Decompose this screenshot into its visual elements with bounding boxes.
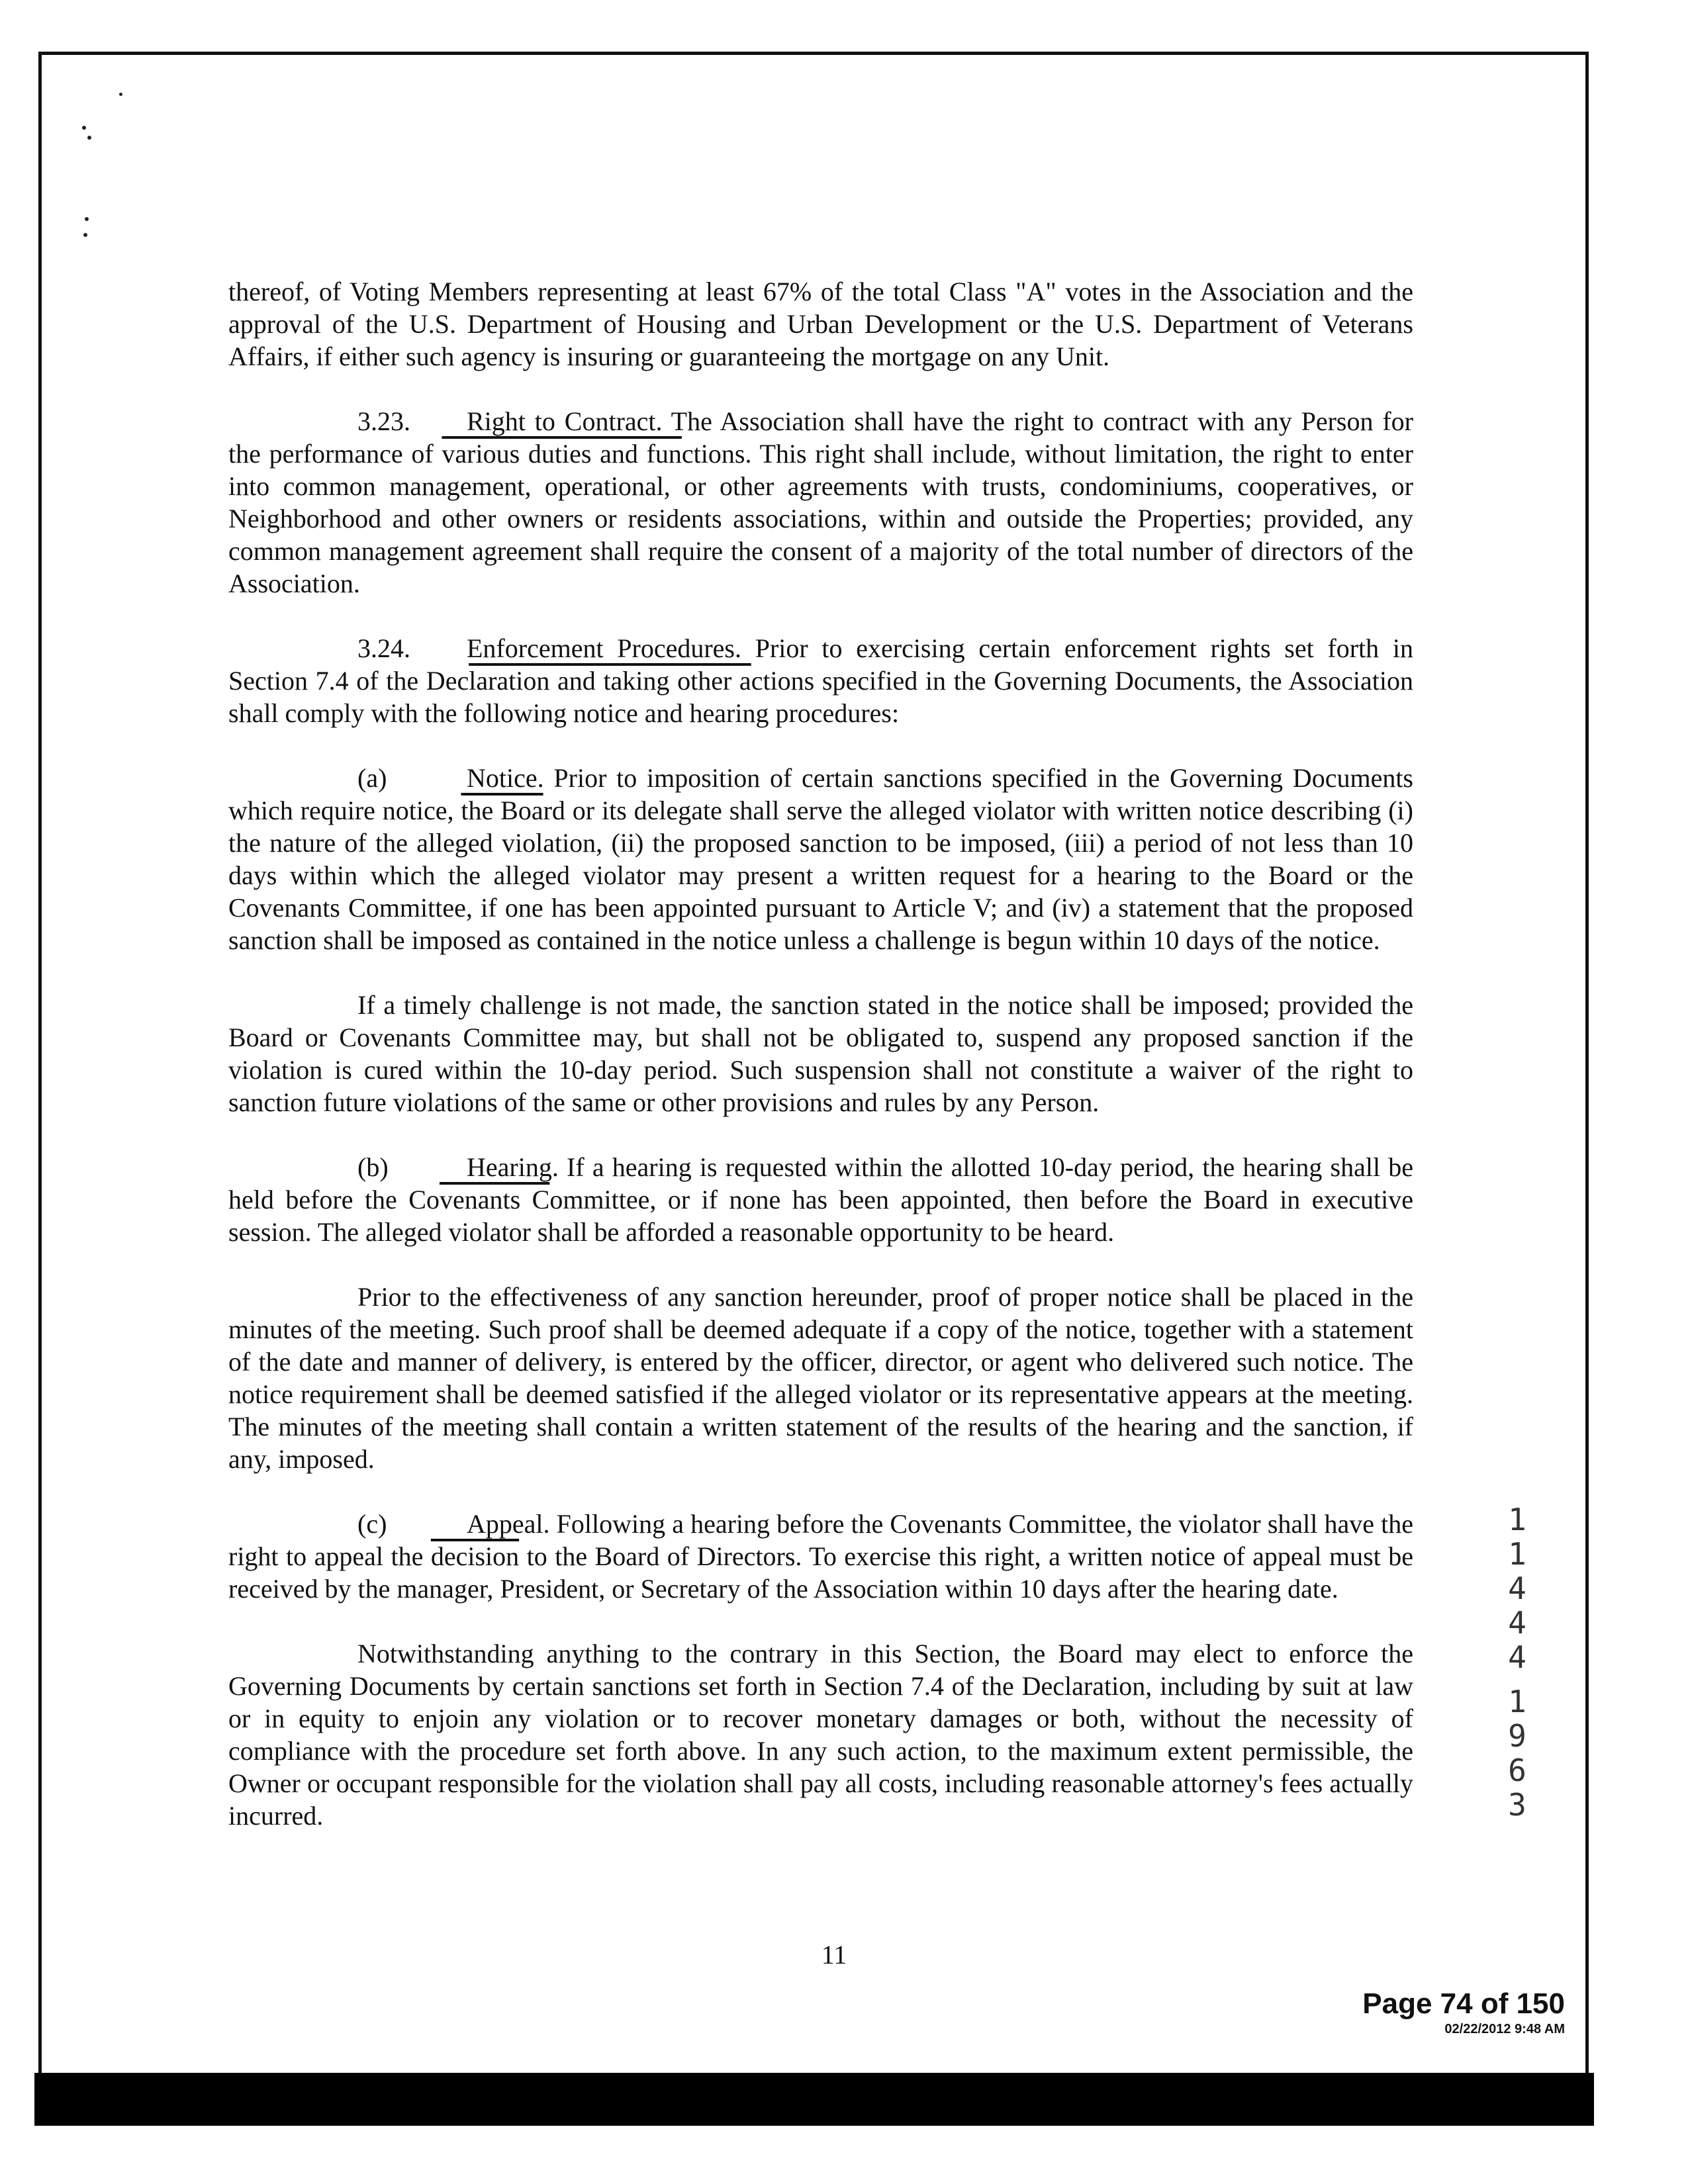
overstrike-text: venants C bbox=[439, 1185, 550, 1214]
overstrike-text: laration and taking other a bbox=[469, 666, 751, 696]
paragraph-text: ommittee, or if none has been appointed, then before the Board in executive session. The alleged violator shall be afforded a reasonable opportunity to be heard. bbox=[228, 1185, 1414, 1247]
section-number: 3.24. bbox=[357, 633, 410, 663]
subsection-c-appeal bbox=[228, 1508, 1413, 1605]
paragraph-text: ctions specified in the Governing Documents, the Association shall comply with the following notice and hearing procedures: bbox=[228, 666, 1413, 728]
subsection-label: (b) bbox=[357, 1152, 389, 1182]
side-digit: 6 bbox=[1508, 1752, 1526, 1788]
paragraph-text: to the Board of Directors. To exercise this right, a written notice of appeal must be received by the manager, President, or Secretary of the Association within 10 days after the hearing date. bbox=[228, 1541, 1414, 1604]
page-number: 11 bbox=[821, 1940, 847, 1970]
paragraph-proof-of-notice: Prior to the effectiveness of any sanction hereunder, proof of proper notice shall be placed in the minutes of the meeting. Such proof shall be deemed adequate if a copy of the notice, together with a statement of the date and manner of delivery, is entered by the officer, director, or agent who delivered such notice. The notice requirement shall be deemed satisfied if the alleged violator or its representative appears at the meeting. The minutes of the meeting shall contain a written statement of the results of the hearing and the sanction, if any, imposed. bbox=[228, 1282, 1413, 1474]
overstrike-text: the Boa bbox=[461, 796, 543, 825]
scan-bottom-bar bbox=[34, 2073, 1594, 2126]
stamp-page-count: Page 74 of 150 bbox=[1362, 1987, 1565, 2020]
paragraph-text: Enforcement Procedures. Prior to exercising certain enforcement rights set forth in Section 7.4 of the Dec bbox=[228, 633, 1413, 696]
side-digit: 1 bbox=[1508, 1536, 1526, 1572]
paragraph-voting-members: thereof, of Voting Members representing at least 67% of the total Class "A" votes in the Association and the approval of the U.S. Department of Housing and Urban Development or the U.S. Department of Veterans Affairs, if either such agency is insuring or guaranteeing the mortgage on any Unit. bbox=[228, 277, 1413, 371]
side-digit: 4 bbox=[1508, 1570, 1526, 1606]
paragraph-timely-challenge: If a timely challenge is not made, the sanction stated in the notice shall be imposed; provided the Board or Covenants Committee may, but shall not be obligated to, suspend any proposed sanction if the violation is cured within the 10-day period. Such suspension shall not constitute a waiver of the right to sanction future violations of the same or other provisions and rules by any Person. bbox=[228, 990, 1413, 1117]
scan-speck bbox=[82, 126, 86, 130]
paragraph-notwithstanding: Notwithstanding anything to the contrary in this Section, the Board may elect to enforce the Governing Documents by certain sanctions set forth in Section 7.4 of the Declaration, including by suit at law or in equity to enjoin any violation or to recover monetary damages or both, without the necessity of compliance with the procedure set forth above. In any such action, to the maximum extent permissible, the Owner or occupant responsible for the violation shall pay all costs, including reasonable attorney's fees actually incurred. bbox=[228, 1639, 1413, 1831]
paragraph-text: Right to Contract. The Association shall have the right to contract with any Person for the performance of bbox=[228, 406, 1413, 469]
side-digit: 4 bbox=[1508, 1605, 1526, 1641]
stamp-datetime: 02/22/2012 9:48 AM bbox=[1444, 2022, 1565, 2036]
overstrike-text: various duties and fun bbox=[442, 439, 682, 469]
side-document-number-top bbox=[1497, 1502, 1537, 1674]
paragraph-text: Appeal. Following a hearing before the Covenants Committee, the violator shall have the right to appeal the bbox=[228, 1509, 1413, 1571]
scan-speck bbox=[83, 233, 87, 237]
subsection-label: (c) bbox=[357, 1509, 387, 1539]
paragraph-text: ctions. This right shall include, without limitation, the right to enter into common management, operational, or other agreements with trusts, condominiums, cooperatives, or Neighborhood and other owners or residents associations, within and outside the Properties; provided, any common management agreement shall require the consent of a majority of the total number of directors of the Association. bbox=[228, 439, 1413, 598]
subsection-label: (a) bbox=[357, 763, 387, 793]
subsection-a-notice bbox=[228, 762, 1413, 956]
recording-stamp bbox=[1362, 1987, 1565, 2037]
scan-speck bbox=[87, 136, 91, 140]
side-digit: 1 bbox=[1508, 1502, 1526, 1537]
paragraph-text: rd or its delegate shall serve the alleged violator with written notice describing (i) the nature of the alleged violation, (ii) the proposed sanction to be imposed, (iii) a period of not less than 10 days within which the alleged violator may present a written request for a hearing to the Board or the Covenants Committee, if one has been appointed pursuant to Article V; and (iv) a statement that the proposed sanction shall be imposed as contained in the notice unless a challenge is begun within 10 days of the notice. bbox=[228, 796, 1413, 955]
overstrike-text: decision bbox=[430, 1541, 520, 1571]
section-number: 3.23. bbox=[357, 406, 410, 436]
section-3-24-enforcement-procedures bbox=[228, 632, 1413, 729]
side-document-number-bottom bbox=[1497, 1684, 1537, 1822]
paragraph-text: Notice. Prior to imposition of certain sanctions specified in the Governing Documents which require notice, bbox=[228, 763, 1413, 825]
side-digit: 1 bbox=[1508, 1684, 1526, 1719]
subsection-b-hearing bbox=[228, 1151, 1413, 1248]
document-body bbox=[228, 275, 1413, 1864]
side-digit: 4 bbox=[1508, 1639, 1526, 1675]
side-digit: 9 bbox=[1508, 1718, 1526, 1754]
scan-speck bbox=[85, 217, 89, 221]
side-digit: 3 bbox=[1508, 1787, 1526, 1823]
scan-speck bbox=[119, 93, 122, 96]
paragraph-text: Hearing. If a hearing is requested within the allotted 10-day period, the hearing shall be held before the Co bbox=[228, 1152, 1413, 1214]
section-3-23-right-to-contract bbox=[228, 405, 1413, 600]
